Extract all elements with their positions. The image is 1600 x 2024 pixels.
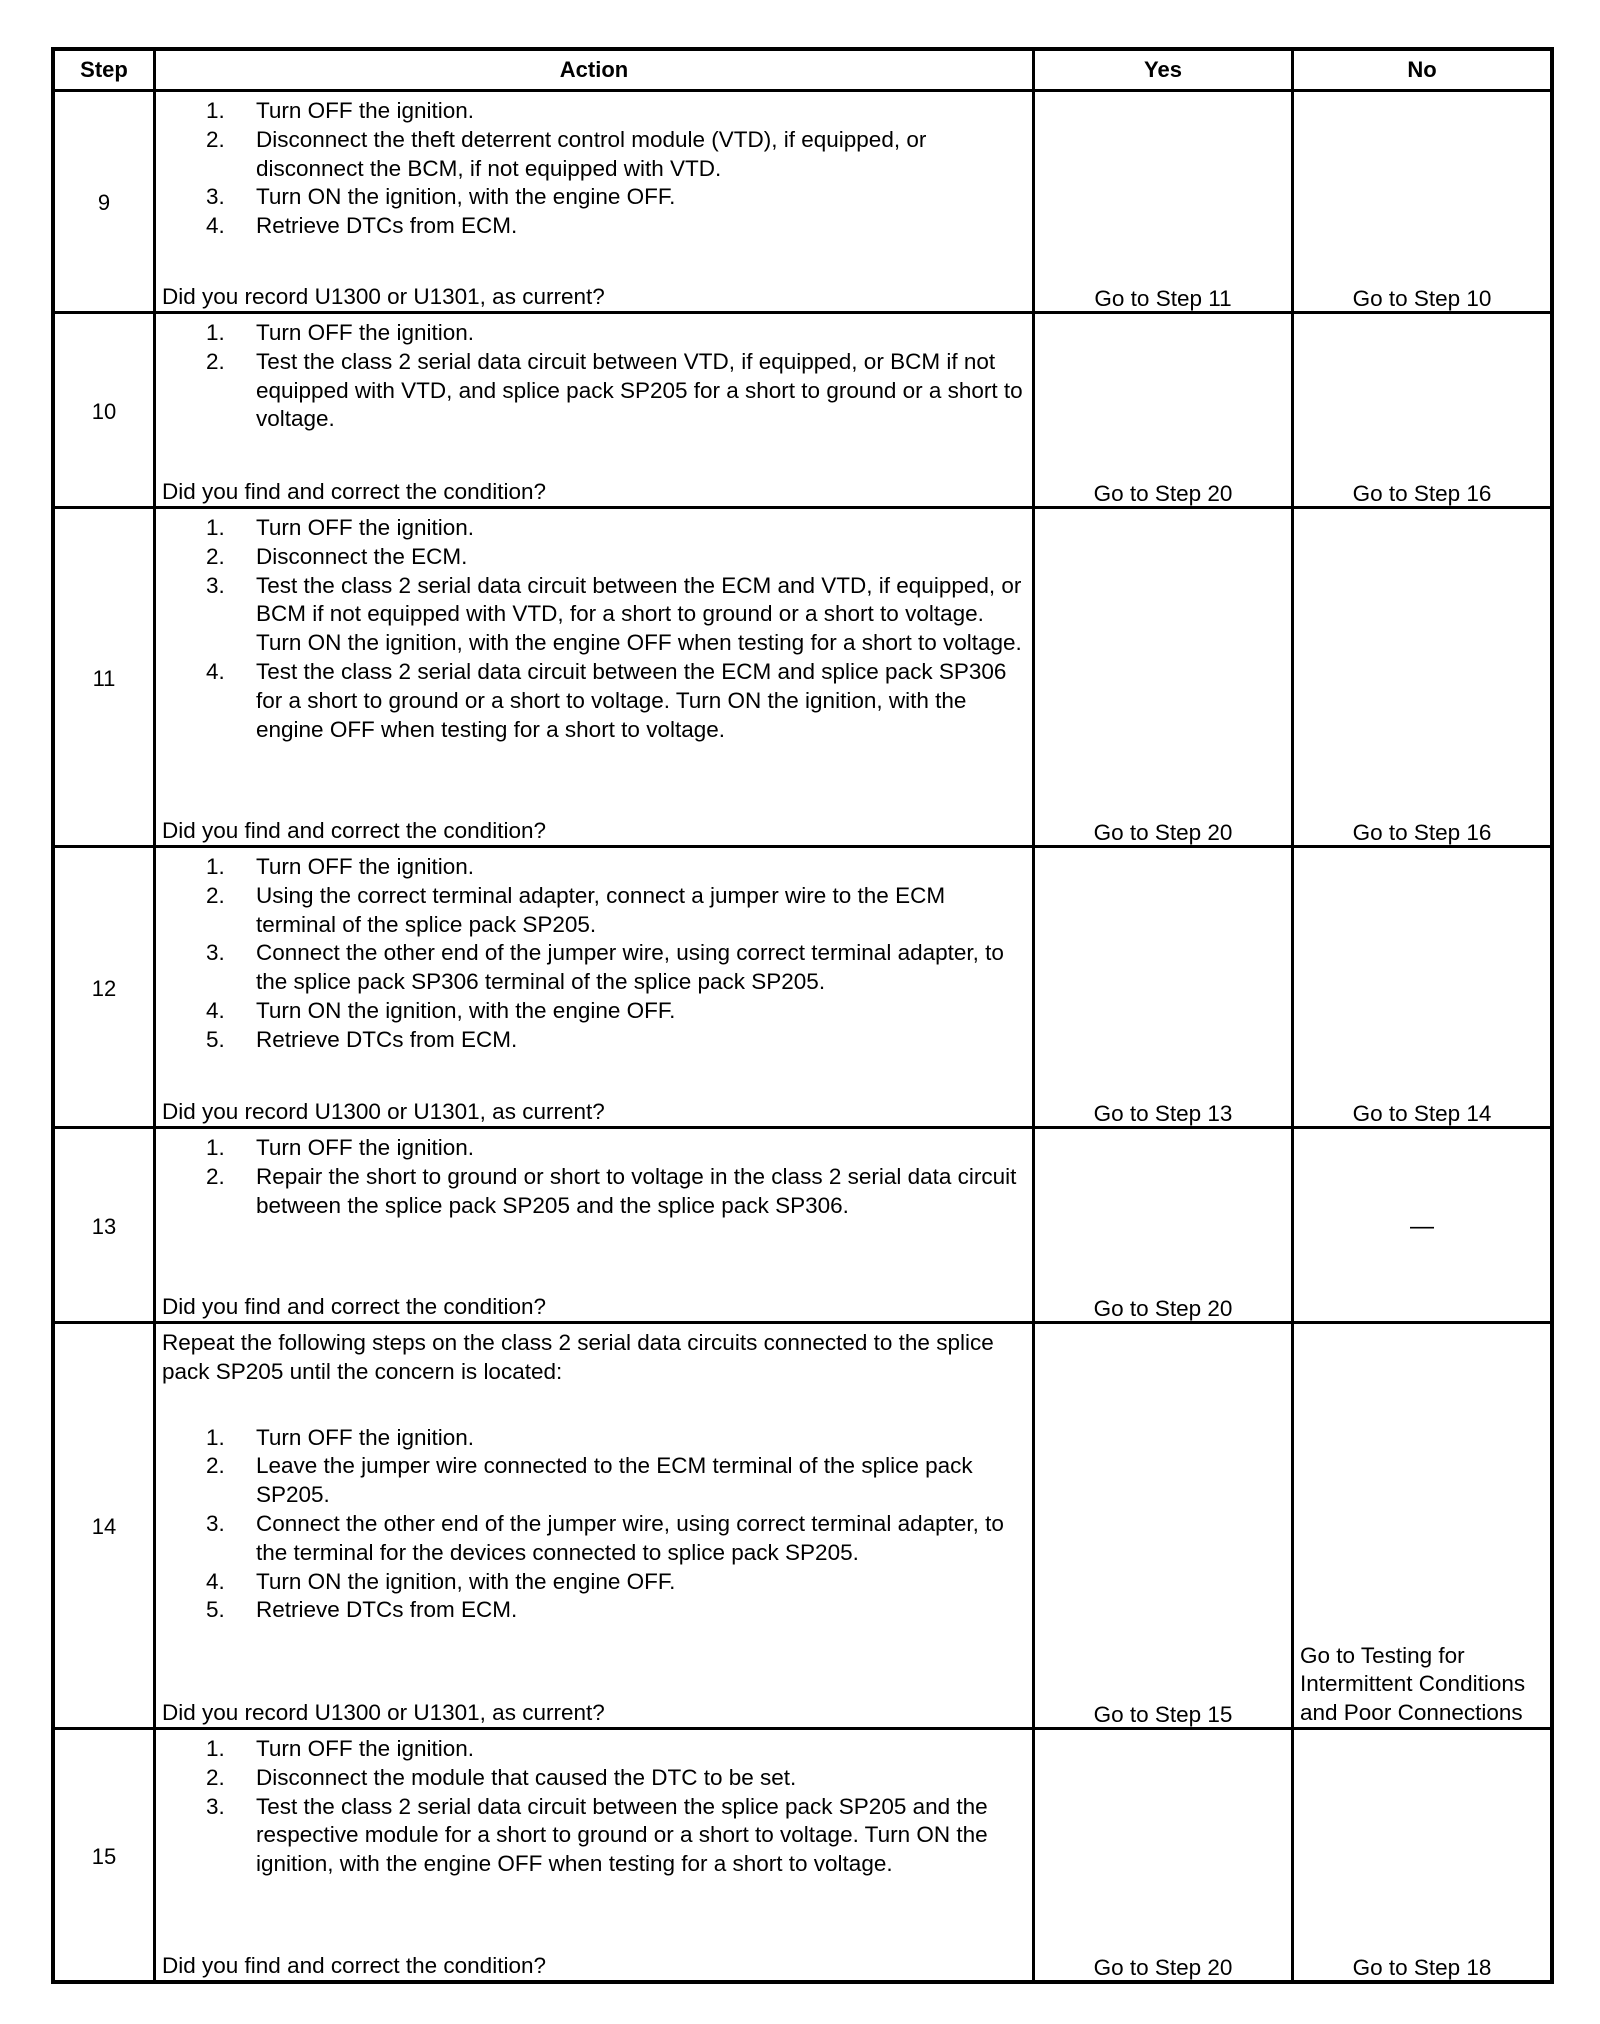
question-text: Did you record U1300 or U1301, as current?	[162, 1099, 605, 1125]
action-item: 2. Disconnect the ECM.	[206, 543, 468, 569]
yes-cell	[1035, 509, 1291, 848]
action-item: 1. Turn OFF the ignition.	[206, 854, 475, 879]
table-row	[55, 1321, 1550, 1730]
no-cell	[1294, 1324, 1550, 1730]
action-item: 3. Connect the other end of the jumper wire, using correct terminal adapter, to the terminal for the devices connected to splice pack SP205.	[206, 1510, 1004, 1565]
intro-text: Repeat the following steps on the class 2 serial data circuits connected to the splice pack SP205 until the concern is located:	[162, 1330, 994, 1384]
no-cell	[1294, 1129, 1550, 1324]
action-item: 2. Using the correct terminal adapter, connect a jumper wire to the ECM terminal of the splice pack SP205.	[206, 882, 946, 937]
yes-result: Go to Step 20	[1093, 820, 1233, 845]
table-row	[55, 89, 1550, 314]
no-result: Go to Testing for Intermittent Conditions and Poor Connections	[1300, 1642, 1526, 1726]
no-result: Go to Step 16	[1352, 481, 1492, 506]
question-text: Did you find and correct the condition?	[162, 1294, 546, 1320]
table-row	[55, 1727, 1550, 1983]
action-item: 1. Turn OFF the ignition.	[206, 98, 475, 123]
question-text: Did you find and correct the condition?	[162, 479, 546, 505]
step-number: 10	[91, 398, 117, 424]
no-cell	[1294, 314, 1550, 509]
header-step: Step	[80, 57, 128, 82]
yes-result: Go to Step 20	[1093, 1955, 1233, 1980]
action-item: 2. Repair the short to ground or short to voltage in the class 2 serial data circuit between the splice pack SP205 and the splice pack SP306.	[206, 1163, 1017, 1218]
question-text: Did you record U1300 or U1301, as current?	[162, 1700, 605, 1726]
step-number: 12	[91, 975, 117, 1001]
step-number: 14	[91, 1514, 117, 1539]
action-item: 4. Retrieve DTCs from ECM.	[206, 213, 518, 239]
yes-cell	[1035, 1730, 1291, 1983]
action-item: 1. Turn OFF the ignition.	[206, 1736, 475, 1761]
table-row	[55, 1126, 1550, 1324]
question-text: Did you record U1300 or U1301, as current?	[162, 284, 605, 310]
action-item: 2. Disconnect the module that caused the DTC to be set.	[206, 1764, 797, 1790]
action-item: 3. Test the class 2 serial data circuit between the ECM and VTD, if equipped, or BCM if not equipped with VTD, for a short to ground or a short to voltage. Turn ON the ignition, with the engine OFF when testing for a short to voltage.	[206, 572, 1022, 656]
action-cell	[156, 1324, 1032, 1730]
action-item: 5. Retrieve DTCs from ECM.	[206, 1026, 518, 1052]
action-item: 1. Turn OFF the ignition.	[206, 1424, 475, 1450]
header-no: No	[1407, 57, 1437, 82]
table-row	[55, 311, 1550, 509]
yes-cell	[1035, 314, 1291, 509]
yes-cell	[1035, 92, 1291, 314]
no-result: —	[1410, 1212, 1434, 1240]
action-item: 4. Test the class 2 serial data circuit between the ECM and splice pack SP306 for a short to ground or a short to voltage. Turn ON the ignition, with the engine OFF when testing for a short to voltage.	[206, 658, 1007, 742]
table-row	[55, 845, 1550, 1129]
yes-cell	[1035, 1129, 1291, 1324]
no-result: Go to Step 18	[1352, 1955, 1492, 1980]
action-item: 2. Leave the jumper wire connected to the ECM terminal of the splice pack SP205.	[206, 1453, 973, 1508]
no-cell	[1294, 509, 1550, 848]
no-result: Go to Step 14	[1352, 1101, 1492, 1126]
yes-result: Go to Step 15	[1093, 1702, 1233, 1727]
action-item: 4. Turn ON the ignition, with the engine OFF.	[206, 1568, 676, 1594]
table-row	[55, 506, 1550, 848]
header-yes: Yes	[1144, 57, 1182, 82]
step-number: 9	[97, 190, 111, 215]
action-item: 3. Turn ON the ignition, with the engine OFF.	[206, 184, 676, 210]
question-text: Did you find and correct the condition?	[162, 818, 546, 844]
action-item: 2. Disconnect the theft deterrent control module (VTD), if equipped, or disconnect the BCM, if not equipped with VTD.	[206, 126, 927, 181]
action-cell	[156, 314, 1032, 509]
no-result: Go to Step 10	[1352, 286, 1492, 311]
action-item: 2. Test the class 2 serial data circuit between VTD, if equipped, or BCM if not equipped with VTD, and splice pack SP205 for a short to ground or a short to voltage.	[206, 348, 1023, 432]
no-cell	[1294, 92, 1550, 314]
yes-result: Go to Step 20	[1093, 1296, 1233, 1321]
question-text: Did you find and correct the condition?	[162, 1953, 546, 1979]
table-header	[55, 51, 1550, 89]
yes-cell	[1035, 1324, 1291, 1730]
action-item: 4. Turn ON the ignition, with the engine OFF.	[206, 997, 676, 1023]
action-cell	[156, 509, 1032, 848]
step-number: 15	[91, 1843, 117, 1869]
action-item: 3. Test the class 2 serial data circuit between the splice pack SP205 and the respective module for a short to ground or a short to voltage. Turn ON the ignition, with the engine OFF when testing for a short to voltage.	[206, 1793, 988, 1877]
action-item: 1. Turn OFF the ignition.	[206, 1135, 475, 1160]
step-number: 11	[92, 665, 116, 691]
yes-result: Go to Step 11	[1094, 286, 1232, 311]
header-action: Action	[559, 57, 629, 82]
action-cell	[156, 1129, 1032, 1324]
action-item: 3. Connect the other end of the jumper wire, using correct terminal adapter, to the splice pack SP306 terminal of the splice pack SP205.	[206, 940, 1004, 995]
no-result: Go to Step 16	[1352, 820, 1492, 845]
action-cell	[156, 1730, 1032, 1983]
yes-result: Go to Step 20	[1093, 481, 1233, 506]
no-cell	[1294, 1730, 1550, 1983]
yes-result: Go to Step 13	[1093, 1101, 1233, 1126]
action-item: 5. Retrieve DTCs from ECM.	[206, 1597, 518, 1623]
no-cell	[1294, 848, 1550, 1129]
diagnostic-table	[51, 47, 1554, 1984]
yes-cell	[1035, 848, 1291, 1129]
action-cell	[156, 92, 1032, 314]
action-cell	[156, 848, 1032, 1129]
action-item: 1. Turn OFF the ignition.	[206, 515, 475, 540]
action-item: 1. Turn OFF the ignition.	[206, 320, 475, 345]
step-number: 13	[91, 1213, 117, 1239]
